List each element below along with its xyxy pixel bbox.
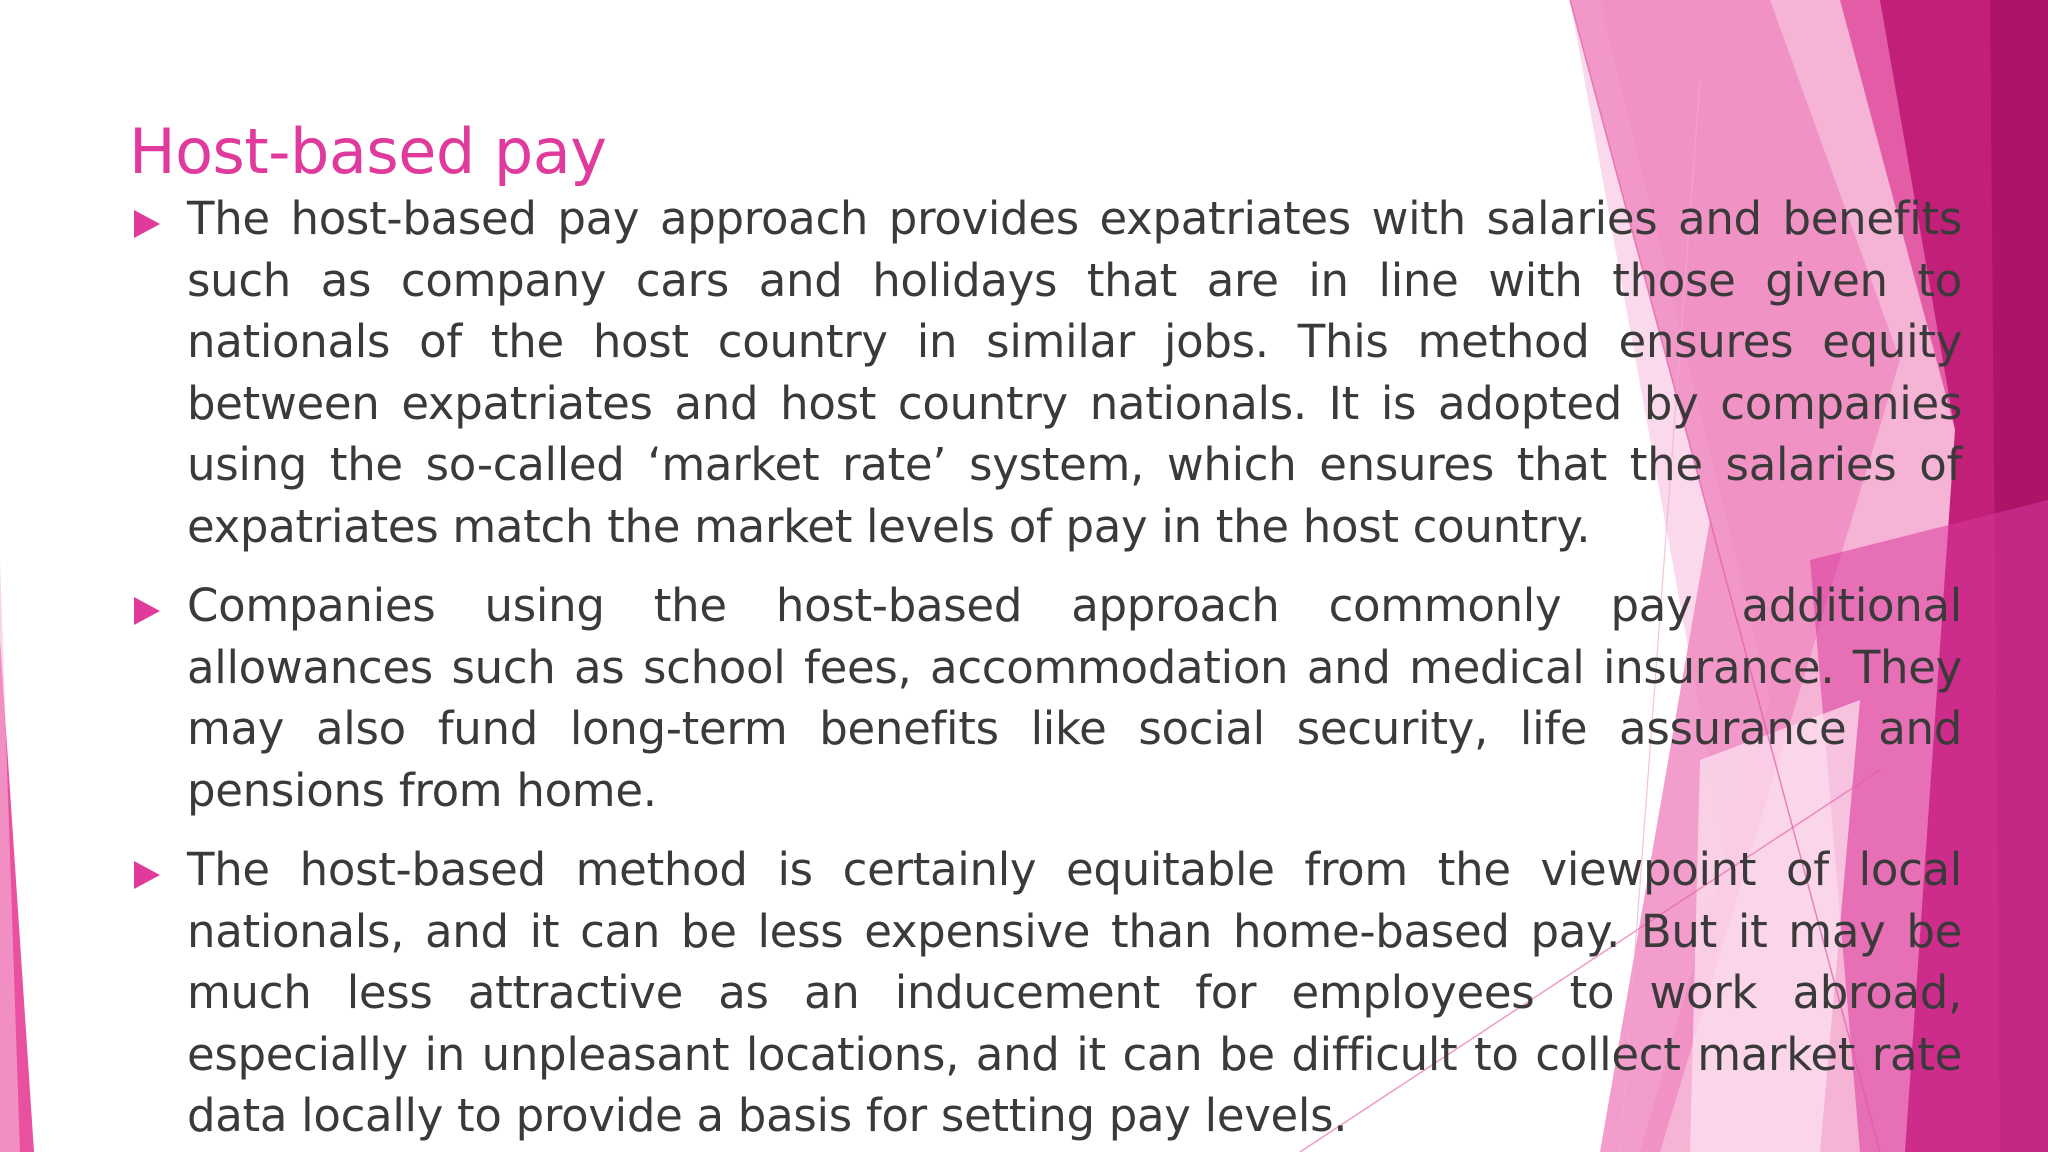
triangle-bullet-icon — [134, 597, 160, 625]
bullet-item — [130, 575, 1962, 821]
bullet-text: The host-based pay approach provides expatriates with salaries and benefits such as company cars and holidays that are in line with those given to nationals of the host country in similar jobs. This method ensures equity between expatriates and host country nationals. It is adopted by companies using the so-called ‘market rate’ system, which ensures that the salaries of expatriates match the market levels of pay in the host country. — [187, 192, 1962, 553]
slide-title: Host-based pay — [129, 115, 607, 188]
bullet-list — [130, 188, 1962, 1152]
bullet-item — [130, 188, 1962, 557]
bullet-text: Companies using the host-based approach commonly pay additional allowances such as school fees, accommodation and medical insurance. They may also fund long-term benefits like social security, life assurance and pensions from home. — [187, 579, 1962, 817]
bullet-text: The host-based method is certainly equitable from the viewpoint of local nationals, and it can be less expensive than home-based pay. But it may be much less attractive as an inducement for employees to work abroad, especially in unpleasant locations, and it can be difficult to collect market rate data locally to provide a basis for setting pay levels. — [187, 843, 1962, 1142]
bullet-item — [130, 839, 1962, 1147]
triangle-bullet-icon — [134, 861, 160, 889]
triangle-bullet-icon — [134, 210, 160, 238]
